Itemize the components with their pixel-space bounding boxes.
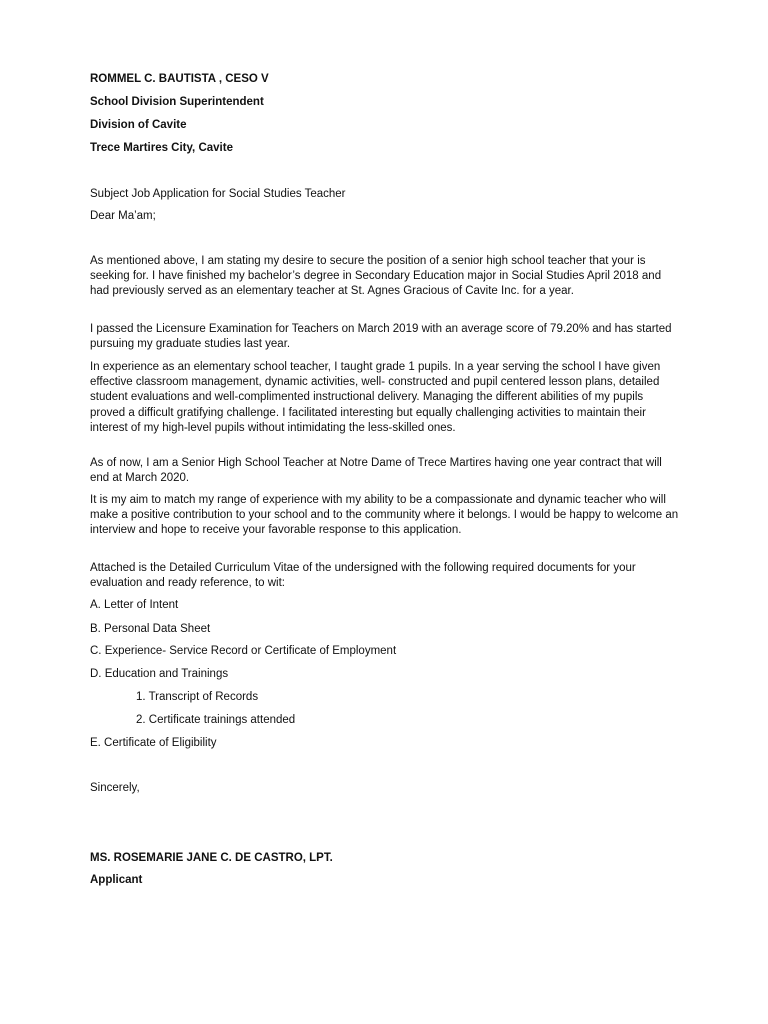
attachment-subitem-2: 2. Certificate trainings attended: [136, 714, 296, 726]
paragraph-text: It is my aim to match my range of experience with my ability to be a compassionate and dynamic teacher who will make a positive contribution to your school and to the community where it belongs. I would be happy to welcome an interview and hope to receive your favorable response to this application.: [90, 494, 679, 537]
paragraph-text: As mentioned above, I am stating my desire to secure the position of a senior high school teacher that your is seeking for. I have finished my bachelor’s degree in Secondary Education major in Social Studies April 2018 and had previously served as an elementary teacher at St. Agnes Gracious of Cavite Inc. for a year.: [90, 255, 662, 298]
attachment-item-c: C. Experience- Service Record or Certificate of Employment: [90, 645, 397, 657]
paragraph-intro: [90, 254, 680, 300]
paragraph-aim: [90, 493, 680, 539]
paragraph-text: In experience as an elementary school teacher, I taught grade 1 pupils. In a year serving the school I have given effective classroom management, dynamic activities, well- constructed and pupil centered lesson plans, detailed student evaluations and well-complimented instructional delivery. Managing the different abilities of my pupils proved a difficult gratifying challenge. I facilitated interesting but equally challenging activities to maintain their interest of my high-level pupils without intimidating the less-skilled ones.: [90, 361, 661, 434]
recipient-division: Division of Cavite: [90, 119, 187, 131]
attachment-item-a: A. Letter of Intent: [90, 599, 179, 611]
paragraph-current-position: [90, 456, 680, 486]
recipient-name: ROMMEL C. BAUTISTA , CESO V: [90, 73, 269, 85]
paragraph-licensure: [90, 322, 680, 352]
signature-name: MS. ROSEMARIE JANE C. DE CASTRO, LPT.: [90, 852, 333, 864]
attachment-subitem-1: 1. Transcript of Records: [136, 691, 259, 703]
signature-title: Applicant: [90, 874, 143, 886]
paragraph-experience: [90, 360, 680, 436]
attachment-item-e: E. Certificate of Eligibility: [90, 737, 217, 749]
closing: Sincerely,: [90, 782, 140, 794]
paragraph-attachments-intro: [90, 561, 680, 591]
salutation: Dear Ma’am;: [90, 210, 156, 222]
recipient-city: Trece Martires City, Cavite: [90, 142, 233, 154]
recipient-position: School Division Superintendent: [90, 96, 264, 108]
attachment-item-b: B. Personal Data Sheet: [90, 623, 211, 635]
paragraph-text: As of now, I am a Senior High School Teacher at Notre Dame of Trece Martires having one year contract that will end at March 2020.: [90, 457, 662, 485]
paragraph-text: I passed the Licensure Examination for Teachers on March 2019 with an average score of 79.20% and has started pursuing my graduate studies last year.: [90, 323, 672, 351]
attachment-item-d: D. Education and Trainings: [90, 668, 229, 680]
paragraph-text: Attached is the Detailed Curriculum Vitae of the undersigned with the following required documents for your evaluation and ready reference, to wit:: [90, 562, 636, 590]
subject-line: Subject Job Application for Social Studies Teacher: [90, 188, 346, 200]
